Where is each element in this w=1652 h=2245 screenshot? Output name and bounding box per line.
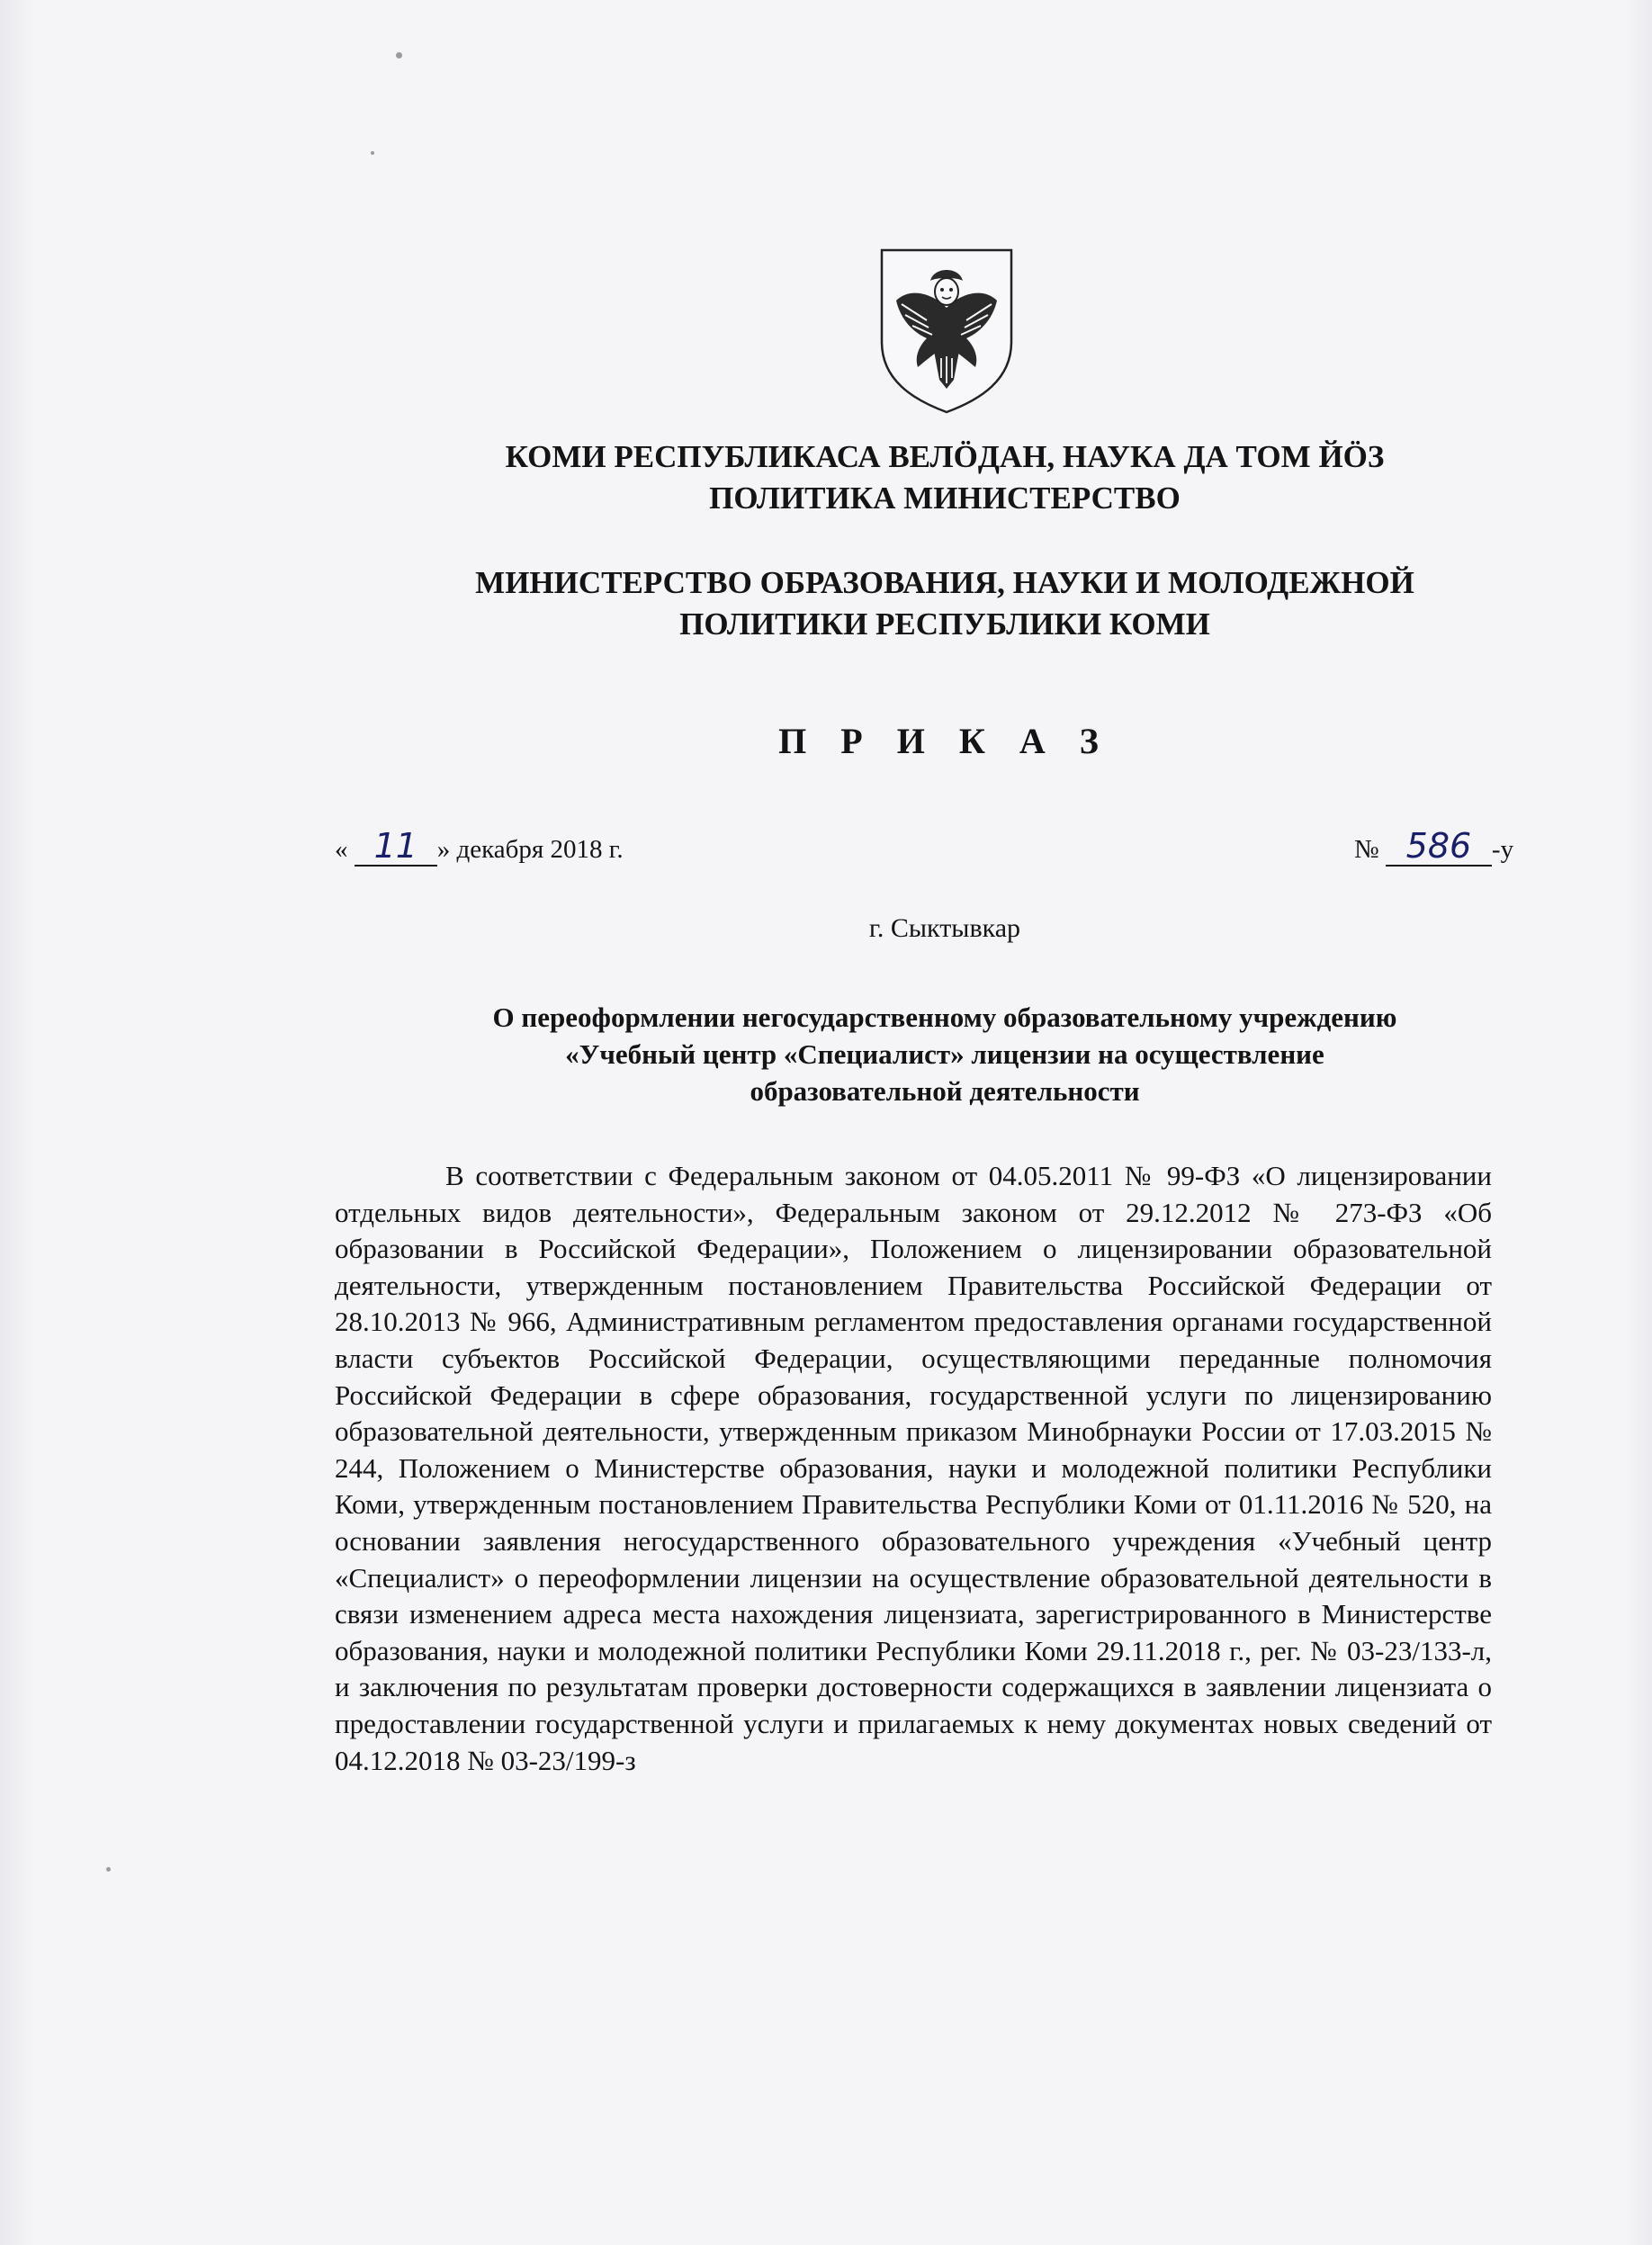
- order-number: [1354, 826, 1514, 867]
- order-title-line: образовательной деятельности: [750, 1075, 1140, 1107]
- order-date: [335, 826, 624, 867]
- scan-speck: [371, 151, 374, 155]
- scan-speck: [106, 1867, 111, 1872]
- order-number-suffix: -у: [1491, 835, 1514, 864]
- ministry-name-russian-line: МИНИСТЕРСТВО ОБРАЗОВАНИЯ, НАУКИ И МОЛОДЕЖНОЙ: [475, 565, 1414, 600]
- order-title-line: О переоформлении негосударственному образовательному учреждению: [492, 1001, 1397, 1033]
- handwritten-day: 11: [373, 826, 417, 866]
- handwritten-number: 586: [1405, 826, 1472, 866]
- komi-republic-coat-of-arms-icon: [875, 245, 1019, 416]
- date-month-year: » декабря 2018 г.: [436, 835, 624, 864]
- scan-left-edge: [0, 0, 34, 2245]
- document-type-heading: П Р И К А З: [778, 721, 1111, 761]
- ministry-name-russian-line: ПОЛИТИКИ РЕСПУБЛИКИ КОМИ: [679, 606, 1210, 642]
- city-name: г. Сыктывкар: [868, 913, 1021, 943]
- scan-right-edge: [1625, 0, 1652, 2245]
- date-open-quote: «: [335, 835, 348, 864]
- order-title-line: «Учебный центр «Специалист» лицензии на осуществление: [565, 1038, 1324, 1070]
- ministry-name-russian: [396, 562, 1494, 645]
- ministry-name-komi-line: КОМИ РЕСПУБЛИКАСА ВЕЛÖДАН, НАУКА ДА ТОМ ЙÖЗ: [505, 439, 1385, 474]
- order-body-paragraph: В соответствии с Федеральным законом от 04.05.2011 № 99-ФЗ «О лицензировании отдельных видов деятельности», Федеральным законом от 29.12.2012 № 273-ФЗ «Об образовании в Российской Федерации», Положением о лицензировании образовательной деятельности, утвержденным постановлением Правительства Российской Федерации от 28.10.2013 № 966, Административным регламентом предоставления органами государственной власти субъектов Российской Федерации, осуществляющими переданные полномочия Российской Федерации в сфере образования, государственной услуги по лицензированию образовательной деятельности, утвержденным приказом Минобрнауки России от 17.03.2015 № 244, Положением о Министерстве образования, науки и молодежной политики Республики Коми, утвержденным постановлением Правительства Республики Коми от 01.11.2016 № 520, на основании заявления негосударственного образовательного учреждения «Учебный центр «Специалист» о переоформлении лицензии на осуществление образовательной деятельности в связи изменением адреса места нахождения лицензиата, зарегистрированного в Министерстве образования, науки и молодежной политики Республики Коми 29.11.2018 г., рег. № 03-23/133-л, и заключения по результатам проверки достоверности содержащихся в заявлении лицензиата о предоставлении государственной услуги и прилагаемых к нему документах новых сведений от 04.12.2018 № 03-23/199-з: [335, 1160, 1492, 1776]
- scan-speck: [396, 52, 402, 58]
- order-title: [360, 999, 1530, 1109]
- order-number-prefix: №: [1354, 835, 1379, 864]
- order-number-blank: [1386, 826, 1492, 867]
- ministry-name-komi-line: ПОЛИТИКА МИНИСТЕРСТВО: [709, 480, 1181, 516]
- date-day-blank: [355, 826, 437, 867]
- ministry-name-komi: [396, 436, 1494, 519]
